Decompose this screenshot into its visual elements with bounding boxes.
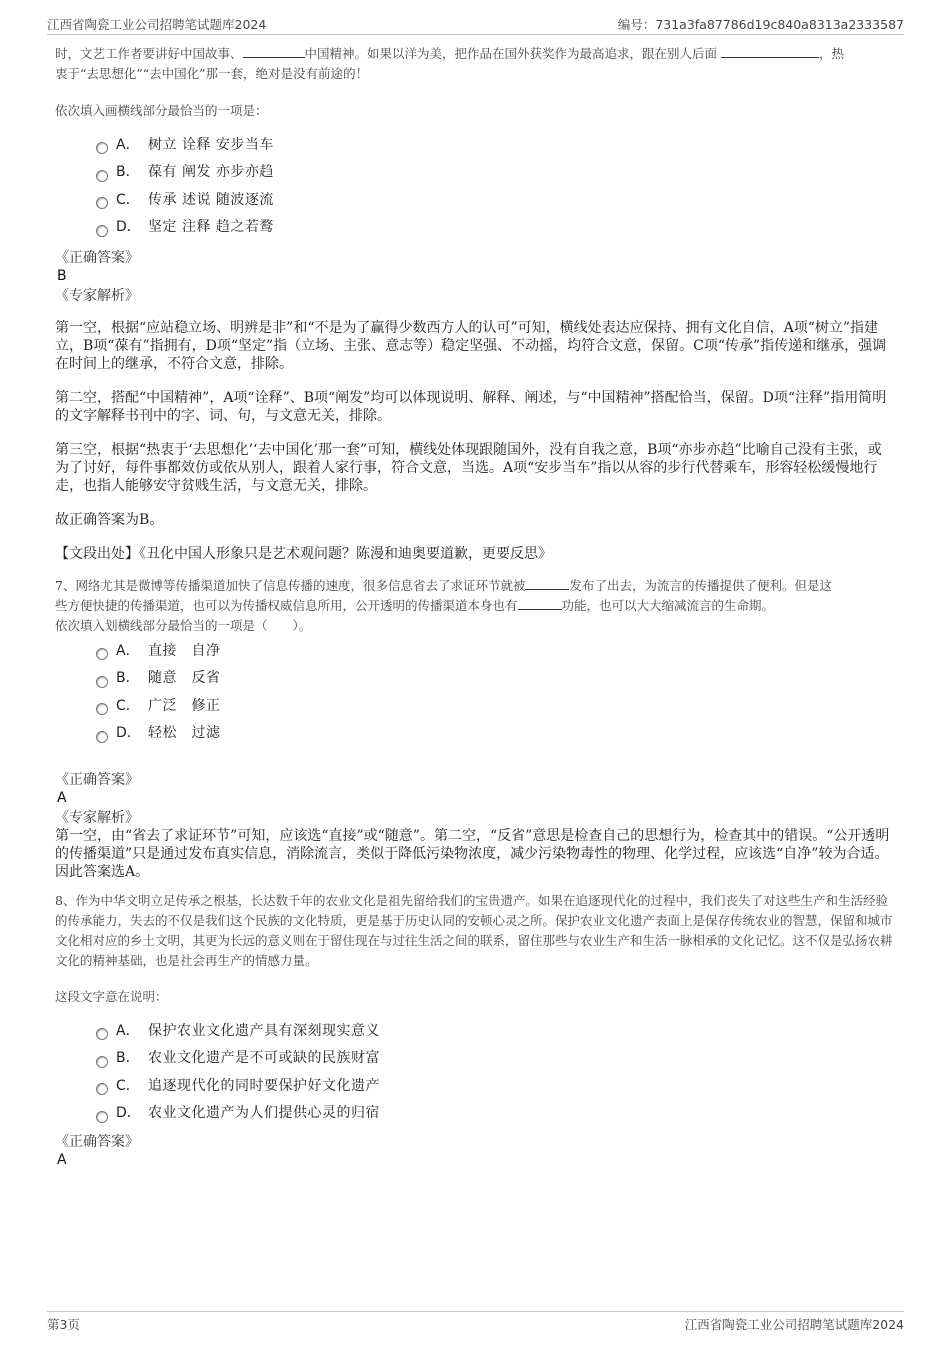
- q7-option-a[interactable]: [55, 637, 895, 665]
- q7-stem-part: 功能，也可以大大缩减流言的生命期。: [561, 598, 775, 613]
- q6-prompt: 依次填入画横线部分最恰当的一项是：: [55, 103, 268, 118]
- q8-option-c[interactable]: [55, 1072, 895, 1100]
- option-letter: D．: [116, 219, 141, 236]
- q6-analysis-4: 故正确答案为B。: [55, 512, 164, 528]
- q6-answer-label: 《正确答案》: [55, 250, 139, 266]
- option-letter: D．: [116, 725, 141, 742]
- option-text: 轻松 过滤: [148, 725, 221, 742]
- option-letter: B．: [116, 1050, 140, 1067]
- q6-blank-3: [721, 45, 819, 58]
- option-letter: C．: [116, 1077, 140, 1094]
- option-letter: A．: [116, 642, 140, 659]
- q7-option-d[interactable]: [55, 720, 895, 748]
- footer-title: 江西省陶瓷工业公司招聘笔试题库2024: [684, 1317, 904, 1332]
- q6-stem-part: 中国精神。如果以洋为美，把作品在国外获奖作为最高追求，跟在别人后面: [304, 46, 718, 61]
- q8-options: [55, 1017, 895, 1127]
- q7-stem-part: 发布了出去，为流言的传播提供了便利。但是这: [569, 578, 832, 593]
- option-text: 保护农业文化遗产具有深刻现实意义: [148, 1022, 380, 1039]
- q7-stem-part: 7、网络尤其是微博等传播渠道加快了信息传播的速度，很多信息省去了求证环节就被: [55, 578, 526, 593]
- q6-analysis-2: 第二空，搭配“中国精神”，A项“诠释”、B项“阐发”均可以体现说明、解释、阐述，与“中国精神”搭配恰当，保留。D项“注释”指用简明的文字解释书刊中的字、词、句，与文意无关，排除。: [55, 390, 887, 424]
- q8-option-a[interactable]: [55, 1017, 895, 1045]
- q7-answer-label: 《正确答案》: [55, 772, 139, 788]
- page-number: 第3页: [47, 1317, 80, 1332]
- q6-answer: B: [57, 268, 67, 284]
- q6-analysis-3: 第三空，根据“热衷于‘去思想化’‘去中国化’那一套”可知，横线处体现跟随国外，没有自我之意，B项“亦步亦趋”比喻自己没有主张，或为了讨好，每件事都效仿或依从别人，跟着人家行事，符合文意，当选。A项“安步当车”指以从容的步行代替乘车，形容轻松缓慢地行走，也指人能够安守贫贱生活，与文意无关，排除。: [55, 442, 882, 494]
- option-letter: C．: [116, 697, 140, 714]
- header-title: 江西省陶瓷工业公司招聘笔试题库2024: [47, 17, 267, 32]
- radio-icon[interactable]: [96, 731, 108, 743]
- radio-icon[interactable]: [96, 170, 108, 182]
- option-text: 随意 反省: [148, 670, 221, 687]
- option-letter: C．: [116, 191, 140, 208]
- q7-blank-1: [525, 577, 569, 590]
- option-letter: D．: [116, 1105, 141, 1122]
- q8-answer: A: [57, 1152, 67, 1168]
- page-header: [47, 14, 904, 35]
- q6-option-a[interactable]: [55, 131, 895, 159]
- q6-analysis-label: 《专家解析》: [55, 288, 139, 304]
- header-serial: 编号：731a3fa87786d19c840a8313a2333587: [617, 17, 904, 32]
- option-text: 农业文化遗产为人们提供心灵的归宿: [148, 1105, 380, 1122]
- radio-icon[interactable]: [96, 648, 108, 660]
- q8-option-b[interactable]: [55, 1045, 895, 1073]
- option-text: 直接 自净: [148, 642, 221, 659]
- q7-stem: [55, 576, 895, 636]
- radio-icon[interactable]: [96, 1083, 108, 1095]
- q7-analysis: 第一空，由“省去了求证环节”可知，应该选“直接”或“随意”。第二空，“反省”意思是检查自己的思想行为，检查其中的错误。“公开透明的传播渠道”只是通过发布真实信息，消除流言，类似于降低污染物浓度，减少污染物毒性的物理、化学过程，应该选“自净”较为合适。因此答案选A。: [55, 828, 890, 880]
- q6-stem: [55, 44, 895, 84]
- q6-option-b[interactable]: [55, 159, 895, 187]
- radio-icon[interactable]: [96, 1028, 108, 1040]
- q6-stem-part: 衷于“去思想化”“去中国化”那一套，绝对是没有前途的！: [55, 66, 369, 81]
- radio-icon[interactable]: [96, 197, 108, 209]
- option-text: 传承 述说 随波逐流: [148, 191, 274, 208]
- radio-icon[interactable]: [96, 1056, 108, 1068]
- option-letter: A．: [116, 136, 140, 153]
- q6-analysis-1: 第一空，根据“应站稳立场、明辨是非”和“不是为了赢得少数西方人的认可”可知，横线处表达应保持、拥有文化自信，A项“树立”指建立，B项“葆有”指拥有，D项“坚定”指（立场、主张、意志等）稳定坚强、不动摇，均符合文意，保留。C项“传承”指传递和继承，强调在时间上的继承，不符合文意，排除。: [55, 320, 887, 372]
- radio-icon[interactable]: [96, 142, 108, 154]
- q8-prompt: 这段文字意在说明：: [55, 989, 168, 1004]
- q7-option-c[interactable]: [55, 692, 895, 720]
- q6-source: 【文段出处】《丑化中国人形象只是艺术观问题？陈漫和迪奥要道歉，更要反思》: [55, 546, 552, 562]
- page-footer: [47, 1311, 904, 1334]
- q8-option-d[interactable]: [55, 1100, 895, 1128]
- option-letter: A．: [116, 1022, 140, 1039]
- option-text: 农业文化遗产是不可或缺的民族财富: [148, 1050, 380, 1067]
- radio-icon[interactable]: [96, 225, 108, 237]
- q7-analysis-label: 《专家解析》: [55, 810, 139, 826]
- q7-options: [55, 637, 895, 747]
- radio-icon[interactable]: [96, 676, 108, 688]
- q6-option-d[interactable]: [55, 214, 895, 242]
- option-text: 树立 诠释 安步当车: [148, 136, 274, 153]
- option-text: 坚定 注释 趋之若鹜: [148, 219, 274, 236]
- q6-option-c[interactable]: [55, 186, 895, 214]
- q7-prompt: 依次填入划横线部分最恰当的一项是（ ）。: [55, 618, 312, 633]
- q6-options: [55, 131, 895, 241]
- q7-answer: A: [57, 790, 67, 806]
- option-text: 葆有 阐发 亦步亦趋: [148, 164, 274, 181]
- q6-blank-2: [243, 45, 305, 58]
- option-letter: B．: [116, 670, 140, 687]
- radio-icon[interactable]: [96, 1111, 108, 1123]
- q6-stem-part: ，热: [819, 46, 845, 61]
- q8-stem: 8、作为中华文明立足传承之根基，长达数千年的农业文化是祖先留给我们的宝贵遗产。如果在追逐现代化的过程中，我们丧失了对这些生产和生活经验的传承能力，失去的不仅是我们这个民族的文化特质，更是基于历史认同的安顿心灵之所。保护农业文化遗产表面上是保存传统农业的智慧，保留和城市文化相对应的乡土文明，其更为长远的意义则在于留住现在与过往生活之间的联系，留住那些与农业生产和生活一脉相承的文化记忆。这不仅是弘扬农耕文化的精神基础，也是社会再生产的情感力量。: [55, 893, 893, 968]
- option-text: 广泛 修正: [148, 697, 221, 714]
- page-content: [55, 44, 895, 1169]
- option-letter: B．: [116, 164, 140, 181]
- radio-icon[interactable]: [96, 703, 108, 715]
- option-text: 追逐现代化的同时要保护好文化遗产: [148, 1077, 380, 1094]
- q6-stem-part: 时，文艺工作者要讲好中国故事、: [55, 46, 243, 61]
- q7-stem-part: 些方便快捷的传播渠道，也可以为传播权威信息所用，公开透明的传播渠道本身也有: [55, 598, 518, 613]
- q8-answer-label: 《正确答案》: [55, 1134, 139, 1150]
- q7-blank-2: [518, 597, 562, 610]
- q7-option-b[interactable]: [55, 665, 895, 693]
